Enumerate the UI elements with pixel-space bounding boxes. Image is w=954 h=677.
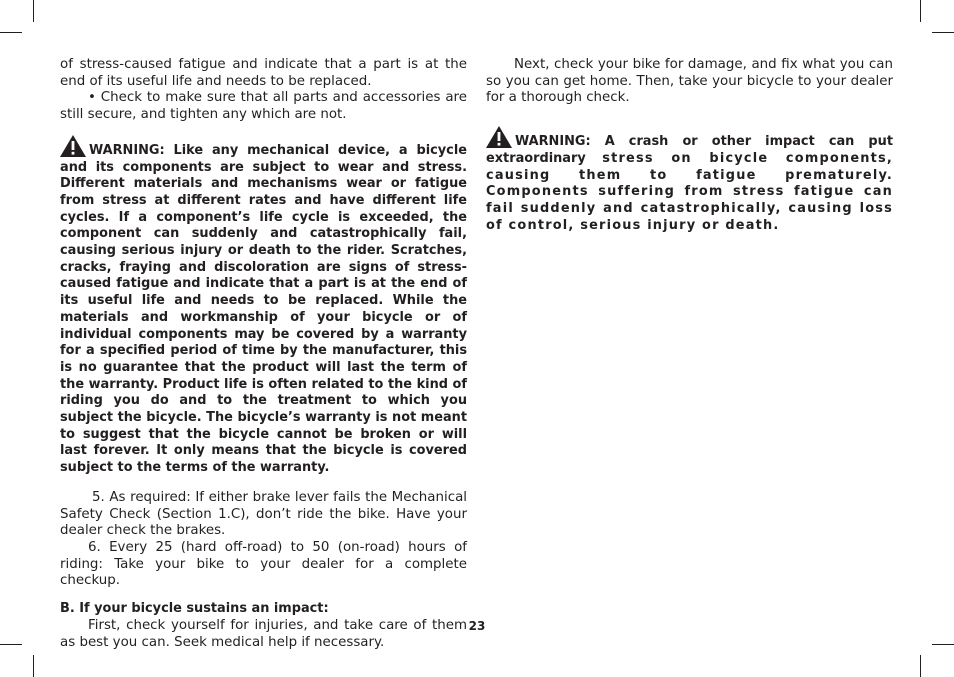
warning-block [60, 135, 467, 477]
left-column [60, 57, 467, 651]
crop-mark [932, 32, 954, 33]
warning-text: WARNING: A crash or other impact can put extraordinary [486, 134, 893, 166]
right-column [486, 57, 893, 234]
warning-triangle-icon [486, 126, 512, 148]
crop-mark [920, 0, 921, 22]
section-heading: B. If your bicycle sustains an impact: [60, 601, 329, 617]
crop-mark [33, 0, 34, 22]
page-number: 23 [468, 619, 486, 633]
warning-block [486, 126, 893, 234]
crop-mark [0, 32, 22, 33]
warning-text-continued: stress on bicycle components, causing them to fatigue prematurely. Components suffering from stress fatigue can fail suddenly and catastrophically, causing loss of control, serious injury or death. [486, 150, 893, 233]
paragraph-continuation: of stress-caused fatigue and indicate that a part is at the end of its useful life and needs to be replaced. [60, 57, 467, 89]
crop-mark [932, 644, 954, 645]
paragraph-check-damage: Next, check your bike for damage, and fix what you can so you can get home. Then, take your bicycle to your dealer for a thorough check. [486, 57, 893, 106]
warning-text: WARNING: Like any mechanical device, a bicycle and its components are subject to wear and stress. Different materials and mechanisms wear or fatigue from stress at different rates and have different life cycles. If a component’s life cycle is exceeded, the component can suddenly and catastrophically fail, causing serious injury or death to the rider. Scratches, cracks, fraying and discoloration are signs of stress-caused fatigue and indicate that a part is at the end of its useful life and needs to be replaced. While the materials and workmanship of your bicycle or of individual components may be covered by a warranty for a specified period of time by the manufacturer, this is no guarantee that the product will last the term of the warranty. Product life is often related to the kind of riding you do and to the treatment to which you subject the bicycle. The bicycle’s warranty is not meant to suggest that the bicycle cannot be broken or will last forever. It only means that the bicycle is covered subject to the terms of the warranty. [60, 142, 467, 476]
paragraph-impact: First, check yourself for injuries, and take care of them as best you can. Seek medical help if necessary. [60, 617, 467, 650]
list-item-5: 5. As required: If either brake lever fails the Mechanical Safety Check (Section 1.C), don’t ride the bike. Have your dealer check the brakes. [60, 489, 467, 539]
crop-mark [0, 644, 22, 645]
crop-mark [33, 655, 34, 677]
paragraph-check-parts: • Check to make sure that all parts and accessories are still secure, and tighten any which are not. [60, 90, 467, 123]
crop-mark [920, 655, 921, 677]
list-item-6: 6. Every 25 (hard off-road) to 50 (on-road) hours of riding: Take your bike to your dealer for a complete checkup. [60, 539, 467, 589]
warning-triangle-icon [60, 135, 86, 157]
